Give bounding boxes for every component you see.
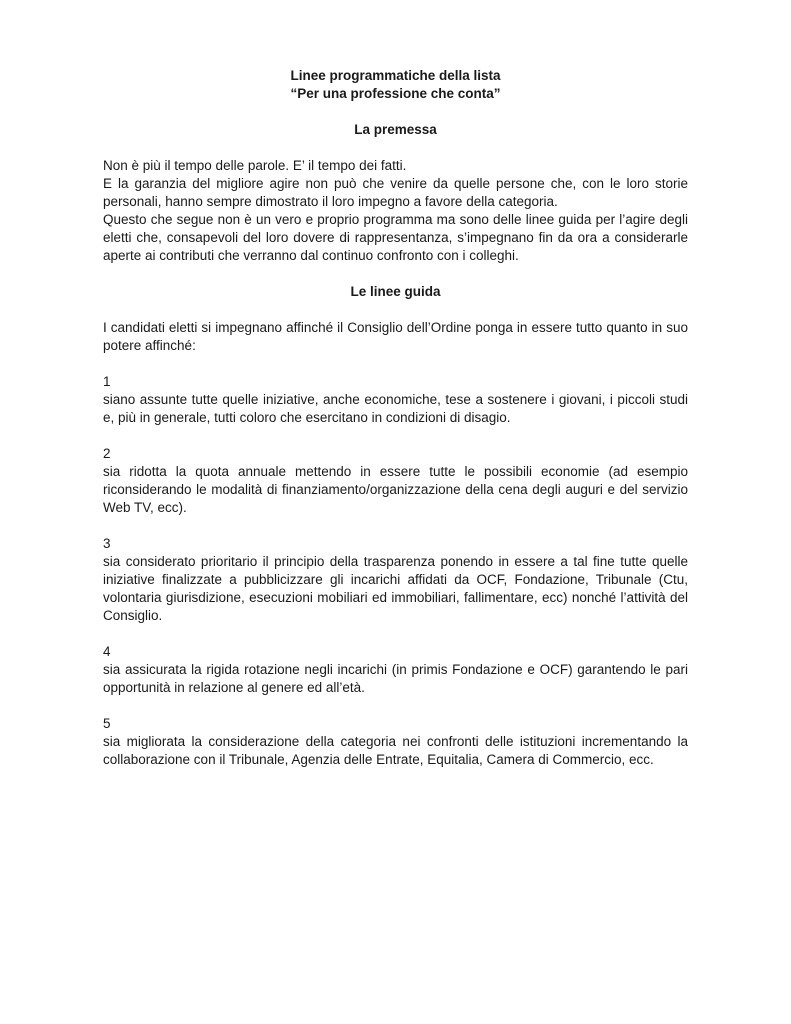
- guideline-item: [103, 715, 688, 769]
- spacer: [103, 625, 688, 643]
- premessa-paragraph-3: Questo che segue non è un vero e proprio programma ma sono delle linee guida per l’agire degli eletti che, consapevoli del loro dovere di rappresentanza, s’impegnano fin da ora a considerarle aperte ai contributi che verranno dal continuo confronto con i colleghi.: [103, 212, 688, 263]
- guideline-item: [103, 445, 688, 517]
- guideline-text: sia assicurata la rigida rotazione negli incarichi (in primis Fondazione e OCF) garantendo le pari opportunità in relazione al genere ed all’età.: [103, 662, 688, 695]
- guideline-item: [103, 643, 688, 697]
- guideline-number: 2: [103, 446, 111, 461]
- guideline-text: siano assunte tutte quelle iniziative, anche economiche, tese a sostenere i giovani, i piccoli studi e, più in generale, tutti coloro che esercitano in condizioni di disagio.: [103, 392, 688, 425]
- premessa-paragraph-2: E la garanzia del migliore agire non può che venire da quelle persone che, con le loro storie personali, hanno sempre dimostrato il loro impegno a favore della categoria.: [103, 176, 688, 209]
- guideline-item: [103, 535, 688, 625]
- document-title-line1: Linee programmatiche della lista: [290, 68, 501, 83]
- spacer: [103, 517, 688, 535]
- guideline-number: 1: [103, 374, 111, 389]
- spacer: [103, 355, 688, 373]
- spacer: [103, 427, 688, 445]
- spacer: [103, 139, 688, 157]
- section-heading-premessa: La premessa: [354, 122, 437, 137]
- spacer: [103, 103, 688, 121]
- premessa-paragraph-1: Non è più il tempo delle parole. E’ il tempo dei fatti.: [103, 158, 407, 173]
- guideline-item: [103, 373, 688, 427]
- spacer: [103, 301, 688, 319]
- document-body: [103, 67, 688, 769]
- guideline-number: 5: [103, 716, 111, 731]
- spacer: [103, 265, 688, 283]
- guideline-text: sia ridotta la quota annuale mettendo in essere tutte le possibili economie (ad esempio riconsiderando le modalità di finanziamento/organizzazione della cena degli auguri e del servizio Web TV, ecc).: [103, 464, 688, 515]
- guideline-text: sia migliorata la considerazione della categoria nei confronti delle istituzioni incrementando la collaborazione con il Tribunale, Agenzia delle Entrate, Equitalia, Camera di Commercio, ecc.: [103, 734, 688, 767]
- guideline-number: 3: [103, 536, 111, 551]
- section-heading-linee-guida: Le linee guida: [350, 284, 441, 299]
- spacer: [103, 697, 688, 715]
- guideline-text: sia considerato prioritario il principio della trasparenza ponendo in essere a tal fine tutte quelle iniziative finalizzate a pubblicizzare gli incarichi affidati da OCF, Fondazione, Tribunale (Ctu, volontaria giurisdizione, esecuzioni mobiliari ed immobiliari, fallimentare, ecc) nonché l’attività del Consiglio.: [103, 554, 688, 623]
- guideline-number: 4: [103, 644, 111, 659]
- linee-guida-intro: I candidati eletti si impegnano affinché il Consiglio dell’Ordine ponga in essere tutto quanto in suo potere affinché:: [103, 320, 688, 353]
- document-title-line2: “Per una professione che conta”: [290, 86, 501, 101]
